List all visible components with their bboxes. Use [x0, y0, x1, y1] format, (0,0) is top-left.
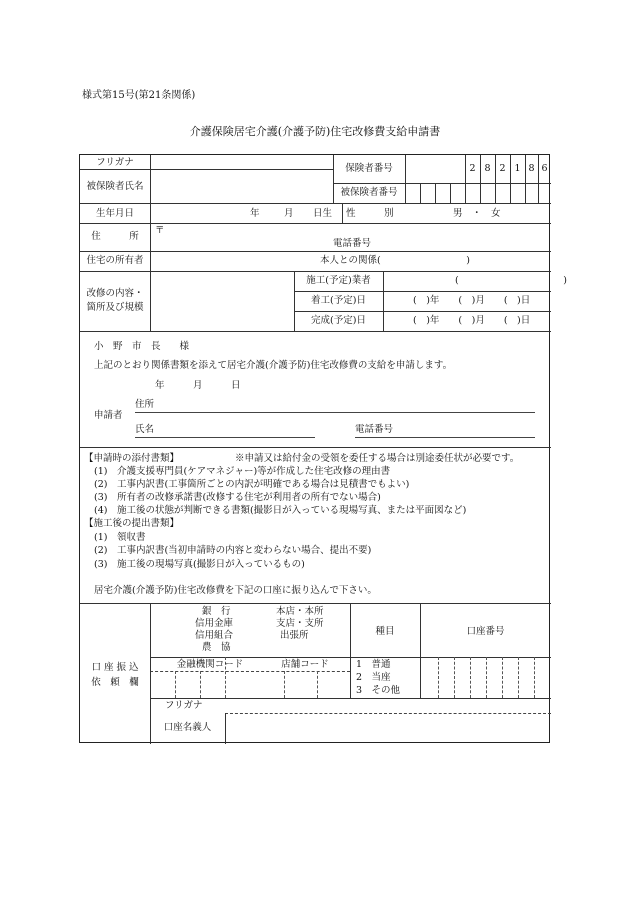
birth-year: 年 — [250, 208, 260, 219]
institution-type: 信用金庫 — [195, 618, 234, 629]
rule — [350, 603, 351, 698]
applicant-name-line[interactable] — [135, 437, 315, 438]
applicant-label: 申請者 — [94, 410, 123, 421]
after-doc-item: (3) 施工後の現場写真(撮影日が入っているもの) — [94, 559, 305, 570]
contractor-paren: ( ) — [455, 275, 567, 286]
digit-divider — [200, 671, 201, 698]
rule — [80, 169, 333, 170]
rule — [294, 291, 551, 292]
application-form-frame — [79, 154, 567, 743]
sex-label: 性 別 — [346, 208, 394, 219]
insurer-digit: 8 — [484, 163, 491, 174]
institution-type: 農 協 — [202, 642, 231, 653]
attach-doc-item: (4) 施工後の状態が判断できる書類(撮影日が入っている現場写真、または平面図など) — [94, 505, 467, 516]
rule — [420, 603, 421, 698]
applicant-phone-line[interactable] — [355, 437, 535, 438]
rule — [150, 698, 551, 699]
applicant-phone-label: 電話番号 — [355, 424, 394, 435]
rule — [435, 183, 436, 203]
birth-day: 日生 — [313, 208, 333, 219]
attach-docs-note: ※申請又は給付金の受領を委任する場合は別途委任状が必要です。 — [235, 453, 520, 464]
transfer-note: 居宅介護(介護予防)住宅改修費を下記の口座に振り込んで下さい。 — [94, 585, 377, 596]
insurer-digit: 8 — [528, 163, 535, 174]
rule — [150, 155, 151, 331]
complete-date-format: ( )年 ( )月 ( )日 — [413, 315, 531, 326]
postal-mark: 〒 — [155, 225, 165, 236]
account-holder-label: 口座名義人 — [163, 722, 212, 733]
dashed-rule — [150, 671, 350, 672]
digit-divider — [534, 657, 535, 698]
applicant-address-label: 住所 — [135, 399, 155, 410]
account-type-option[interactable]: 2 当座 — [356, 672, 391, 683]
account-type-option[interactable]: 3 その他 — [356, 685, 401, 696]
complete-date-label: 完成(予定)日 — [311, 315, 366, 326]
applicant-name-label: 氏名 — [135, 424, 155, 435]
form-number: 様式第15号(第21条関係) — [82, 90, 196, 101]
furigana-label: フリガナ — [96, 157, 134, 168]
rule — [495, 155, 496, 203]
birth-date-label: 生年月日 — [95, 208, 134, 219]
renovation-label: 改修の内容・ — [86, 288, 144, 299]
rule — [450, 183, 451, 203]
dashed-rule — [225, 713, 551, 714]
rule — [333, 183, 551, 184]
rule — [525, 155, 526, 203]
branch-type: 本店・本所 — [276, 606, 324, 617]
addressee: 小 野 市 長 様 — [94, 341, 190, 352]
attach-doc-item: (3) 所有者の改修承諾書(改修する住宅が利用者の所有でない場合) — [94, 492, 381, 503]
insurer-digit: 1 — [514, 163, 521, 174]
after-doc-item: (1) 領収書 — [94, 532, 146, 543]
rule — [225, 713, 226, 744]
attach-docs-header: 【申請時の添付書類】 — [84, 453, 180, 464]
branch-type: 支店・支所 — [276, 618, 324, 629]
rule — [80, 447, 551, 448]
rule — [80, 331, 551, 332]
account-type-option[interactable]: 1 普通 — [356, 659, 391, 670]
digit-divider — [502, 657, 503, 698]
rule — [294, 311, 551, 312]
branch-code-label: 店舗コード — [281, 659, 329, 670]
branch-type: 出張所 — [280, 630, 309, 641]
digit-divider — [454, 657, 455, 698]
insured-name-label: 被保険者氏名 — [86, 181, 144, 192]
bank-furigana-label: フリガナ — [165, 700, 203, 711]
institution-type: 信用組合 — [195, 630, 234, 641]
digit-divider — [317, 671, 318, 698]
bank-section-label: 口 座 振 込 — [91, 662, 139, 673]
contractor-label: 施工(予定)業者 — [306, 275, 371, 286]
digit-divider — [470, 657, 471, 698]
start-date-label: 着工(予定)日 — [311, 295, 366, 306]
digit-divider — [486, 657, 487, 698]
sex-options[interactable]: 男 ・ 女 — [453, 208, 501, 219]
insurer-digit: 2 — [499, 163, 506, 174]
rule — [405, 155, 406, 203]
phone-label: 電話番号 — [333, 238, 372, 249]
insurer-digit: 2 — [469, 163, 476, 174]
birth-month: 月 — [284, 208, 294, 219]
digit-divider — [284, 671, 285, 698]
bank-section-label-2: 依 頼 欄 — [91, 677, 139, 688]
relation-label: 本人との関係( ) — [320, 255, 470, 266]
account-number-label: 口座番号 — [466, 626, 505, 637]
renovation-label-2: 箇所及び規模 — [86, 302, 144, 313]
applicant-address-line[interactable] — [135, 412, 535, 413]
application-statement: 上記のとおり関係書類を添えて居宅介護(介護予防)住宅改修費の支給を申請します。 — [94, 360, 453, 371]
application-date: 年 月 日 — [155, 380, 241, 391]
digit-divider — [438, 657, 439, 698]
institution-type: 銀 行 — [202, 606, 231, 617]
rule — [342, 203, 343, 223]
attach-doc-item: (1) 介護支援専門員(ケアマネジャー)等が作成した住宅改修の理由書 — [94, 466, 391, 477]
insurer-digit: 6 — [541, 163, 548, 174]
rule — [480, 155, 481, 203]
digit-divider — [518, 657, 519, 698]
address-label: 住 所 — [91, 231, 139, 242]
form-title: 介護保険居宅介護(介護予防)住宅改修費支給申請書 — [189, 125, 441, 138]
rule — [383, 271, 384, 331]
owner-label: 住宅の所有者 — [86, 255, 144, 266]
after-docs-header: 【施工後の提出書類】 — [84, 518, 180, 529]
after-doc-item: (2) 工事内訳書(当初申請時の内容と変わらない場合、提出不要) — [94, 545, 372, 556]
insurer-number-label: 保険者番号 — [345, 163, 393, 174]
rule — [510, 155, 511, 203]
institution-code-label: 金融機関コード — [176, 659, 244, 670]
attach-doc-item: (2) 工事内訳書(工事箇所ごとの内訳が明確である場合は見積書でもよい) — [94, 479, 410, 490]
rule — [465, 155, 466, 203]
insured-number-label: 被保険者番号 — [340, 187, 398, 198]
rule — [420, 183, 421, 203]
digit-divider — [175, 671, 176, 698]
start-date-format: ( )年 ( )月 ( )日 — [413, 295, 531, 306]
rule — [538, 155, 539, 203]
account-type-label: 種目 — [375, 626, 395, 637]
